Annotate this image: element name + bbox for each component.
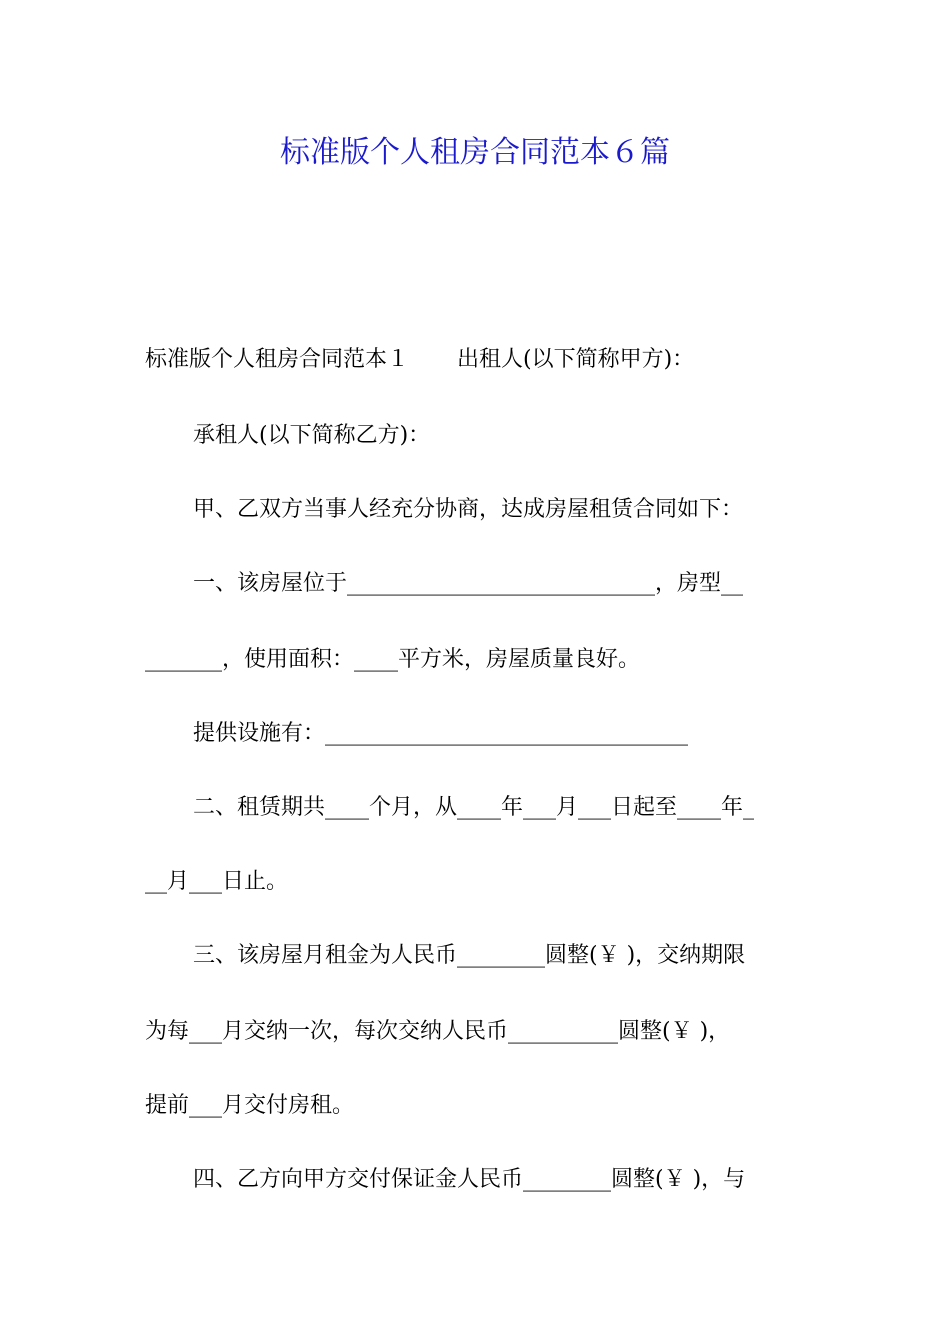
lessee-label: 承租人(以下简称乙方)： — [193, 423, 431, 448]
clause-2-line-2: __月___日止。 — [145, 869, 289, 894]
facilities-line: 提供设施有：_________________________________ — [193, 721, 689, 746]
body-line-1 — [145, 344, 810, 376]
clause-1-line-2: _______，使用面积：____平方米，房屋质量良好。 — [145, 647, 641, 672]
clause-3-line-3: 提前___月交付房租。 — [145, 1093, 355, 1118]
document-title: 标准版个人租房合同范本６篇 — [280, 135, 670, 170]
agreement-intro: 甲、乙双方当事人经充分协商，达成房屋租赁合同如下： — [193, 497, 744, 522]
clause-2-line-1: 二、租赁期共____个月，从____年___月___日起至____年_ — [193, 795, 755, 820]
lessor-label: 出租人(以下简称甲方)： — [457, 347, 695, 372]
clause-4-line-1: 四、乙方向甲方交付保证金人民币________圆整(￥ )，与 — [193, 1167, 746, 1192]
clause-1-line-1: 一、该房屋位于____________________________，房型__ — [193, 571, 744, 596]
section-heading: 标准版个人租房合同范本１ — [145, 347, 410, 372]
clause-3-line-2: 为每___月交纳一次，每次交纳人民币__________圆整(￥ )， — [145, 1019, 731, 1044]
clause-3-line-1: 三、该房屋月租金为人民币________圆整(￥ )，交纳期限 — [193, 943, 746, 968]
